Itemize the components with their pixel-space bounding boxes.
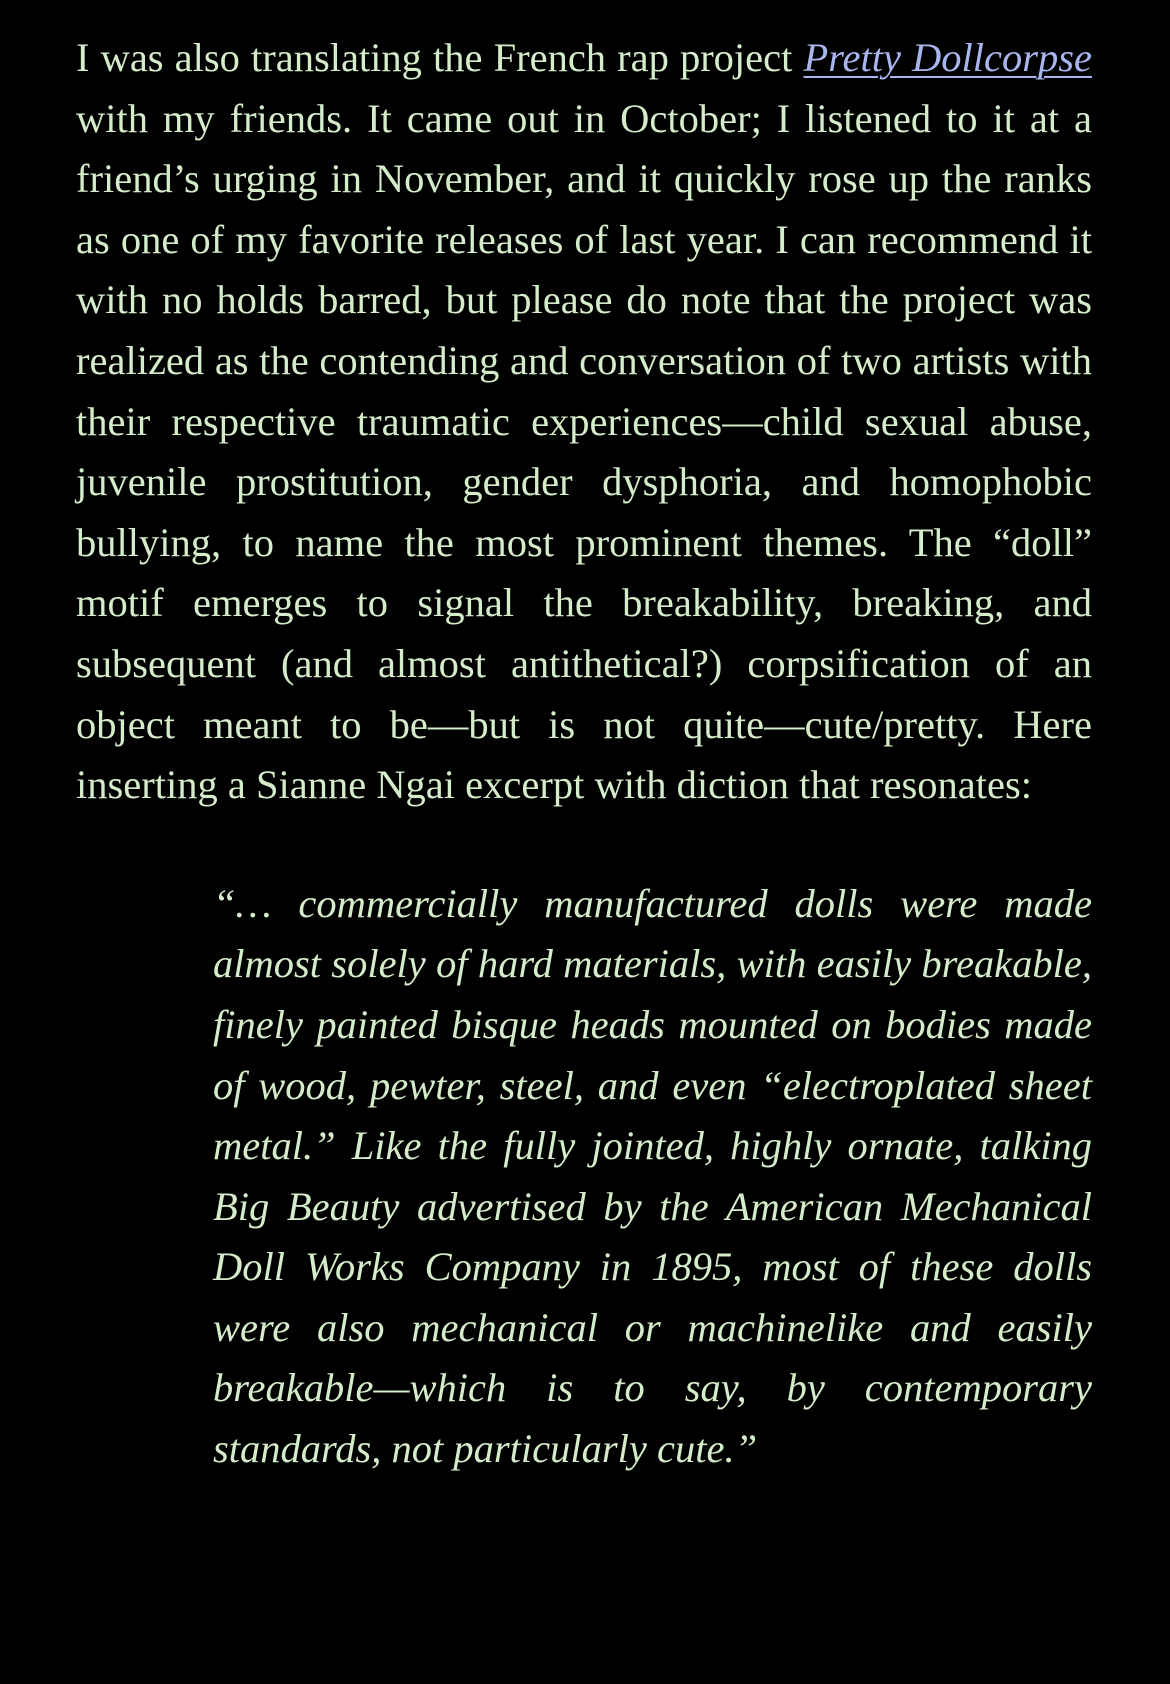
pretty-dollcorpse-link[interactable]: Pretty Dollcorpse (803, 35, 1093, 80)
ngai-blockquote (213, 874, 1092, 1480)
paragraph-intro-text: I was also translating the French rap project (76, 35, 804, 80)
body-paragraph (76, 28, 1092, 816)
article-body (76, 28, 1092, 1480)
paragraph-body-text: with my friends. It came out in October; I listened to it at a friend’s urging in November, and it quickly rose up the ranks as one of my favorite releases of last year. I can recommend it with no holds barred, but please do note that the project was realized as the contending and conversation of two artists with their respective traumatic experiences—child sexual abuse, juvenile prostitution, gender dysphoria, and homophobic bullying, to name the most prominent themes. The “doll” motif emerges to signal the breakability, breaking, and subsequent (and almost antithetical?) corpsification of an object meant to be—but is not quite—cute/pretty. Here inserting a Sianne Ngai excerpt with diction that resonates: (76, 95, 1092, 808)
blockquote-text: “… commercially manufactured dolls were made almost solely of hard materials, with easily breakable, finely painted bisque heads mounted on bodies made of wood, pewter, steel, and even “electroplated sheet metal.” Like the fully jointed, highly ornate, talking Big Beauty advertised by the American Mechanical Doll Works Company in 1895, most of these dolls were also mechanical or machinelike and easily breakable—which is to say, by contemporary standards, not particularly cute.” (213, 880, 1092, 1472)
